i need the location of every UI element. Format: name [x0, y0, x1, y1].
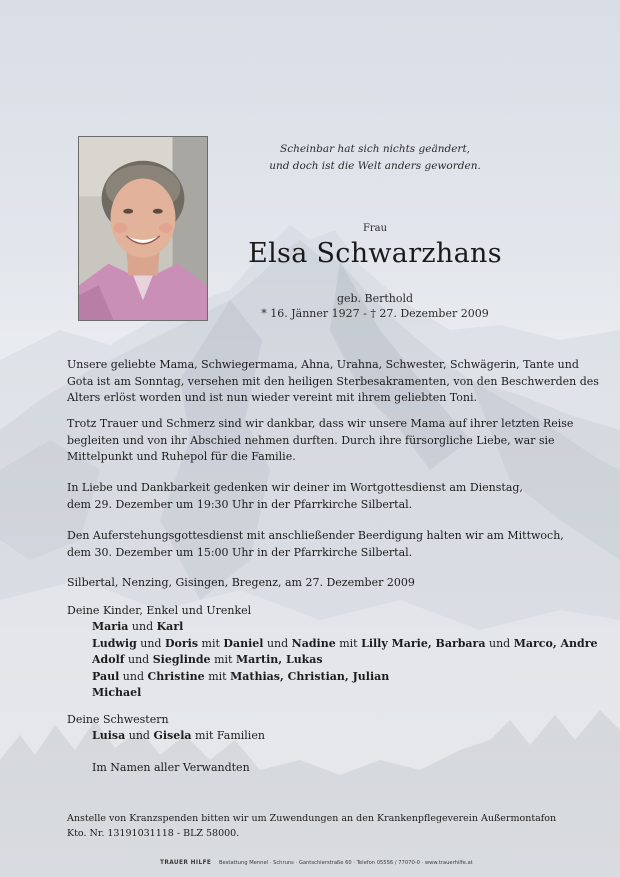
siblings-line — [92, 728, 265, 745]
family-heading: Deine Kinder, Enkel und Urenkel — [67, 604, 252, 617]
donation-line-2: Kto. Nr. 13191031118 - BLZ 58000. — [67, 827, 240, 839]
text-line: dem 30. Dezember um 15:00 Uhr in der Pfarrkirche Silbertal. — [67, 545, 413, 559]
siblings-heading: Deine Schwestern — [67, 713, 169, 726]
person-name: Martin, Lukas — [235, 653, 323, 666]
text-line: Gota ist am Sonntag, versehen mit den heiligen Sterbesakramenten, von den Beschwerden des — [67, 374, 599, 388]
paragraph-service — [67, 480, 567, 513]
paragraph-announcement — [67, 357, 599, 407]
person-name: Michael — [92, 686, 142, 699]
siblings-list — [92, 728, 265, 745]
printer-brand: TRAUER HILFE — [160, 860, 212, 866]
text-line: Den Auferstehungsgottesdienst mit anschließender Beerdigung halten wir am Mittwoch, — [67, 529, 564, 542]
person-name: Luisa — [92, 729, 126, 742]
connector: und — [266, 636, 289, 650]
paragraph-gratitude — [67, 416, 574, 466]
birth-name: geb. Berthold — [336, 292, 414, 305]
family-line — [92, 652, 598, 669]
person-name: Mathias, Christian, Julian — [230, 669, 390, 683]
family-line — [92, 636, 598, 653]
text-line: Unsere geliebte Mama, Schwiegermama, Ahna, Urahna, Schwester, Schwägerin, Tante und — [67, 358, 579, 371]
text-line: Alters erlöst worden und ist nun wieder vereint mit ihrem geliebten Toni. — [67, 391, 478, 404]
person-name: Daniel — [223, 636, 264, 650]
quote-line-1: Scheinbar hat sich nichts geändert, — [280, 143, 470, 155]
family-line — [92, 619, 598, 636]
connector: mit — [339, 636, 358, 650]
quote-line-2: und doch ist die Welt anders geworden. — [269, 160, 481, 172]
text-line: Silbertal, Nenzing, Gisingen, Bregenz, am 27. Dezember 2009 — [67, 576, 415, 589]
printer-footer — [160, 860, 500, 866]
text-line: dem 29. Dezember um 19:30 Uhr in der Pfarrkirche Silbertal. — [67, 497, 413, 511]
text-line: Trotz Trauer und Schmerz sind wir dankbar, dass wir unsere Mama auf ihrer letzten Reise — [67, 417, 574, 430]
deceased-name: Elsa Schwarzhans — [248, 238, 502, 269]
paragraph-funeral — [67, 528, 567, 561]
family-line — [92, 685, 598, 702]
person-name: Sieglinde — [152, 653, 211, 666]
connector: und — [140, 636, 162, 650]
person-name: Maria — [92, 620, 129, 633]
donation-line-1: Anstelle von Kranzspenden bitten wir um Zuwendungen an den Krankenpflegeverein Außermontafon — [67, 813, 557, 824]
connector: mit Familien — [195, 729, 265, 742]
relatives-line: Im Namen aller Verwandten — [92, 761, 250, 774]
text-line: In Liebe und Dankbarkeit gedenken wir deiner im Wortgottesdienst am Dienstag, — [67, 481, 523, 494]
person-name: Christine — [147, 669, 205, 683]
person-name: Karl — [156, 620, 184, 633]
text-line: begleiten und von ihr Abschied nehmen durften. Durch ihre fürsorgliche Liebe, war sie — [67, 433, 555, 447]
person-name: Ludwig — [92, 636, 137, 650]
donation-note — [67, 812, 556, 841]
printer-details: Bestattung Mennel · Schruns · Gantschierstraße 60 · Telefon 05556 / 77070-0 · www.trauerhilfe.at — [218, 860, 473, 866]
person-name: Nadine — [291, 636, 336, 650]
family-list — [92, 619, 598, 702]
connector: und — [488, 636, 511, 650]
connector: und — [122, 669, 144, 683]
person-name: Gisela — [153, 729, 192, 742]
person-name: Adolf — [92, 653, 125, 666]
salutation: Frau — [362, 223, 388, 234]
epigraph-quote — [210, 141, 540, 175]
connector: mit — [214, 653, 233, 666]
connector: und — [127, 653, 150, 666]
connector: und — [131, 620, 154, 633]
family-line — [92, 669, 598, 686]
connector: mit — [201, 636, 220, 650]
person-name: Paul — [92, 669, 120, 683]
connector: mit — [208, 669, 227, 683]
portrait-photo — [78, 136, 208, 321]
life-dates: * 16. Jänner 1927 - † 27. Dezember 2009 — [261, 307, 489, 320]
person-name: Doris — [164, 636, 199, 650]
place-and-date — [67, 575, 567, 592]
person-name: Marco, Andre — [513, 636, 598, 650]
connector: und — [128, 729, 150, 742]
person-name: Lilly Marie, Barbara — [361, 636, 486, 650]
text-line: Mittelpunkt und Ruhepol für die Familie. — [67, 450, 296, 463]
